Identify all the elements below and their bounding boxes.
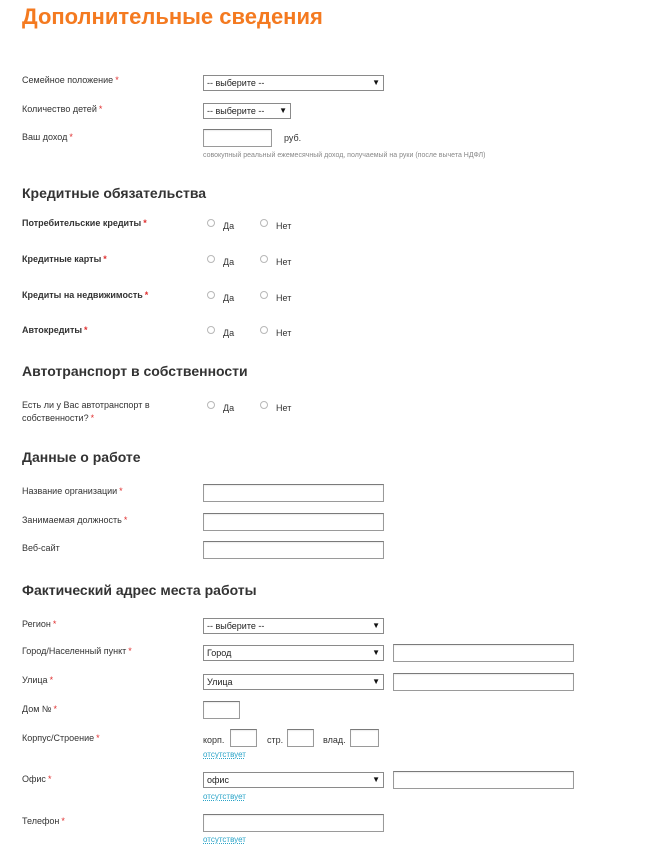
street-label: Улица *	[22, 675, 54, 685]
auto-credit-no-label: Нет	[276, 328, 292, 338]
vehicle-question-label: Есть ли у Вас автотранспорт в собственности? *	[22, 400, 150, 423]
mortgage-credit-no-radio[interactable]	[260, 291, 268, 299]
income-input[interactable]	[203, 129, 272, 147]
income-label: Ваш доход *	[22, 132, 73, 142]
building-absent-link[interactable]: отсутствует	[203, 750, 246, 759]
office-label: Офис *	[22, 774, 52, 784]
children-count-select[interactable]: -- выберите -- ▼	[203, 103, 291, 119]
website-label: Веб-сайт	[22, 543, 60, 553]
region-select[interactable]: -- выберите -- ▼	[203, 618, 384, 634]
auto-credit-yes-label: Да	[223, 328, 235, 338]
marital-status-select[interactable]: -- выберите -- ▼	[203, 75, 384, 91]
dropdown-arrow-icon: ▼	[372, 775, 380, 784]
organization-label: Название организации *	[22, 486, 123, 496]
mortgage-credit-yes-radio[interactable]	[207, 291, 215, 299]
region-label: Регион *	[22, 619, 57, 629]
office-input[interactable]	[393, 771, 574, 789]
marital-status-label: Семейное положение *	[22, 75, 119, 85]
house-label: Дом № *	[22, 704, 58, 714]
korp-label: корп.	[203, 735, 225, 745]
vehicle-no-label: Нет	[276, 403, 292, 413]
address-section-title: Фактический адрес места работы	[22, 582, 257, 598]
vehicle-yes-label: Да	[223, 403, 235, 413]
house-input[interactable]	[203, 701, 240, 719]
website-input[interactable]	[203, 541, 384, 559]
phone-label: Телефон *	[22, 816, 65, 826]
city-input[interactable]	[393, 644, 574, 662]
credit-cards-yes-radio[interactable]	[207, 255, 215, 263]
str-input[interactable]	[287, 729, 314, 747]
position-input[interactable]	[203, 513, 384, 531]
consumer-credit-no-label: Нет	[276, 221, 292, 231]
mortgage-credit-yes-label: Да	[223, 293, 235, 303]
dropdown-arrow-icon: ▼	[372, 621, 380, 630]
city-label: Город/Населенный пункт *	[22, 646, 132, 656]
vehicle-no-radio[interactable]	[260, 401, 268, 409]
phone-input[interactable]	[203, 814, 384, 832]
dropdown-arrow-icon: ▼	[372, 677, 380, 686]
vlad-label: влад.	[323, 735, 346, 745]
consumer-credit-yes-label: Да	[223, 221, 235, 231]
city-type-select[interactable]: Город ▼	[203, 645, 384, 661]
office-type-select[interactable]: офис ▼	[203, 772, 384, 788]
korp-input[interactable]	[230, 729, 257, 747]
mortgage-credit-label: Кредиты на недвижимость *	[22, 290, 149, 300]
page-title: Дополнительные сведения	[22, 4, 323, 29]
street-type-select[interactable]: Улица ▼	[203, 674, 384, 690]
auto-credit-no-radio[interactable]	[260, 326, 268, 334]
credit-cards-no-label: Нет	[276, 257, 292, 267]
position-label: Занимаемая должность *	[22, 515, 128, 525]
dropdown-arrow-icon: ▼	[372, 648, 380, 657]
consumer-credit-yes-radio[interactable]	[207, 219, 215, 227]
office-absent-link[interactable]: отсутствует	[203, 792, 246, 801]
auto-credit-yes-radio[interactable]	[207, 326, 215, 334]
auto-credit-label: Автокредиты *	[22, 325, 88, 335]
credit-cards-no-radio[interactable]	[260, 255, 268, 263]
organization-input[interactable]	[203, 484, 384, 502]
street-input[interactable]	[393, 673, 574, 691]
dropdown-arrow-icon: ▼	[279, 106, 287, 115]
work-section-title: Данные о работе	[22, 449, 141, 465]
str-label: стр.	[267, 735, 284, 745]
dropdown-arrow-icon: ▼	[372, 78, 380, 87]
children-count-label: Количество детей *	[22, 104, 103, 114]
credit-cards-yes-label: Да	[223, 257, 235, 267]
income-unit: руб.	[284, 133, 302, 143]
vehicle-section-title: Автотранспорт в собственности	[22, 363, 248, 379]
building-label: Корпус/Строение *	[22, 733, 100, 743]
phone-absent-link[interactable]: отсутствует	[203, 835, 246, 844]
credit-section-title: Кредитные обязательства	[22, 185, 207, 201]
mortgage-credit-no-label: Нет	[276, 293, 292, 303]
consumer-credit-no-radio[interactable]	[260, 219, 268, 227]
consumer-credit-label: Потребительские кредиты *	[22, 218, 147, 228]
vlad-input[interactable]	[350, 729, 379, 747]
credit-cards-label: Кредитные карты *	[22, 254, 107, 264]
vehicle-yes-radio[interactable]	[207, 401, 215, 409]
income-hint: совокупный реальный ежемесячный доход, получаемый на руки (после вычета НДФЛ)	[203, 152, 486, 159]
